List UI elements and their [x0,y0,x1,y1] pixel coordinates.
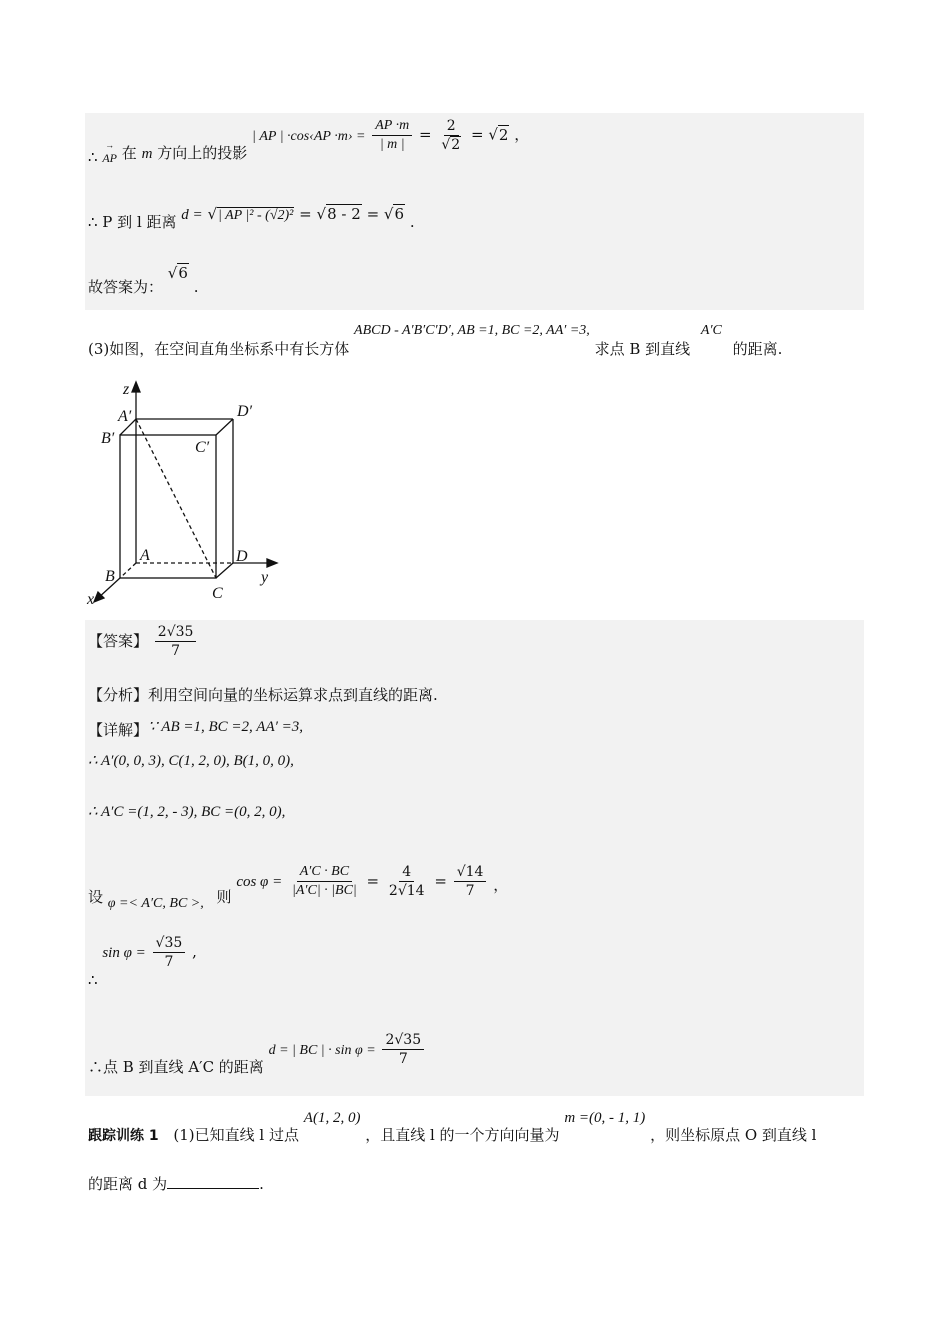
sqrt-content: 2 [498,125,509,144]
therefore-symbol: ∴ [88,147,98,166]
answer-label: 【答案】 [88,631,149,650]
equals: = [470,125,484,144]
step-5 [88,1022,426,1076]
frac-den: 2√14 [388,883,425,900]
cuboid-figure [85,378,285,610]
frac-den: | m | [379,137,405,153]
followup-line-1 [88,1108,817,1144]
label-C: C [212,585,223,602]
frac-num: 2 [444,118,459,136]
sqrt-content: 6 [394,205,405,223]
answer-row [88,624,198,659]
frac-den: 7 [164,954,174,971]
phi-def: φ =< A′C, BC >, [107,895,204,911]
equals: = [434,871,447,890]
part3-tail: 的距离. [732,340,783,358]
sqrt-content: 6 [178,264,188,282]
var-m: m [141,145,153,162]
edge-CD [216,563,233,578]
followup-line-2 [88,1174,264,1193]
point-A: A(1, 2, 0) [303,1110,361,1126]
step-1: ∴ A′(0, 0, 3), C(1, 2, 0), B(1, 0, 0), [88,753,294,769]
step5-prefix: ∴点 B 到直线 A′C 的距离 [88,1057,264,1076]
then: 则 [216,887,232,906]
comma: ， [514,125,530,144]
projection-line [88,118,530,166]
sqrt-content: 8 - 2 [327,205,361,223]
step-2: ∴ A′C =(1, 2, - 3), BC =(0, 2, 0), [88,804,286,820]
sqrt-result: √2 [488,125,509,144]
part3-ask: 求点 B 到直线 [594,340,691,358]
var-d: d = [181,207,203,223]
sqrt-content: 2 [451,137,461,154]
label-z: z [123,381,130,398]
answer-label: 故答案为： [88,278,164,296]
label-D1: D′ [237,403,253,420]
period: . [193,278,199,296]
equals: = [418,125,432,144]
equals: = [366,205,380,223]
cos-frac [289,864,360,899]
equals: = [366,871,380,890]
expr-projection: | AP | ·cos‹AP ·m› = [252,128,366,144]
comma: , [192,942,197,961]
analysis-label: 【分析】 [88,686,149,704]
followup-t3: ，则坐标原点 O 到直线 l [650,1126,817,1144]
edge-AB-hidden [120,563,136,578]
followup-t2: ，且直线 l 的一个方向向量为 [365,1126,560,1144]
sqrt-8-2: √8 - 2 [316,205,361,223]
part3-question [88,320,783,358]
cos-frac-2 [386,864,428,899]
answer-frac [155,624,197,659]
comma: ， [493,875,509,894]
step3-prefix: 设 [88,887,104,906]
text-projection: 方向上的投影 [157,143,248,162]
frac-num: AP ·m [372,118,412,136]
part3-expr: ABCD - A′B′C′D′, AB =1, BC =2, AA′ =3, [354,323,590,338]
frac-num: √35 [153,935,186,953]
frac-2-sqrt2 [438,118,464,153]
text-zai: 在 [121,143,137,162]
frac-num: 2√35 [155,624,197,642]
label-D: D [236,548,248,565]
label-C1: C′ [195,439,210,456]
frac-den: 7 [465,883,475,900]
frac-num: 4 [399,864,414,882]
edge-C1D1 [216,419,233,435]
label-B: B [105,568,115,585]
sqrt-6: √6 [383,205,405,223]
sqrt-content: | AP |² - (√2)² [218,208,294,223]
detail-label: 【详解】 [88,721,149,739]
period: . [409,213,415,231]
label-B1: B′ [101,430,115,447]
sin-phi: sin φ = [102,944,146,961]
vector-AP: → AP [102,151,117,165]
equals: = [299,205,312,223]
period: . [259,1175,264,1193]
step-4 [88,935,197,989]
frac-AP-m [372,118,412,153]
line-AC: A′C [700,323,722,338]
label-y: y [261,569,269,586]
front-face [120,435,216,578]
label-A: A [140,547,150,564]
frac-num: A′C · BC [297,864,352,882]
frac-num: 2√35 [382,1032,424,1050]
label-x: x [87,591,95,608]
distance-line [88,205,415,231]
part3-intro: (3)如图，在空间直角坐标系中有长方体 [88,340,350,358]
cos-frac-3 [454,864,487,899]
step-3 [88,850,509,911]
distance-prefix: ∴ P 到 l 距离 [88,213,177,231]
analysis-row [88,686,438,704]
therefore: ∴ [88,970,98,989]
y-arrow [267,559,277,567]
frac-num: √14 [454,864,487,882]
answer-line-1 [88,264,199,296]
frac-den: √2 [441,137,461,154]
vector-m: m =(0, - 1, 1) [564,1110,646,1126]
cos-phi: cos φ = [236,873,283,890]
distance-expr: d = | BC | · sin φ = [268,1042,376,1058]
detail-row [88,717,304,739]
distance-frac [382,1032,424,1067]
sqrt-6-answer: √6 [167,264,188,282]
sin-frac [153,935,186,970]
z-arrow [132,382,140,392]
frac-den: 7 [171,643,181,660]
followup-label: 跟踪训练 1 [88,1128,159,1144]
answer-blank[interactable] [167,1174,259,1189]
followup-t4: 的距离 d 为 [88,1175,168,1193]
label-A1: A′ [118,408,132,425]
followup-t1: (1)已知直线 l 过点 [173,1126,299,1144]
sqrt-expr: √| AP |² - (√2)² [207,205,294,223]
detail-text: ∵ AB =1, BC =2, AA′ =3, [148,719,304,735]
frac-den: 7 [398,1051,408,1068]
frac-den: |A′C| · |BC| [292,883,357,899]
analysis-text: 利用空间向量的坐标运算求点到直线的距离. [148,686,438,704]
